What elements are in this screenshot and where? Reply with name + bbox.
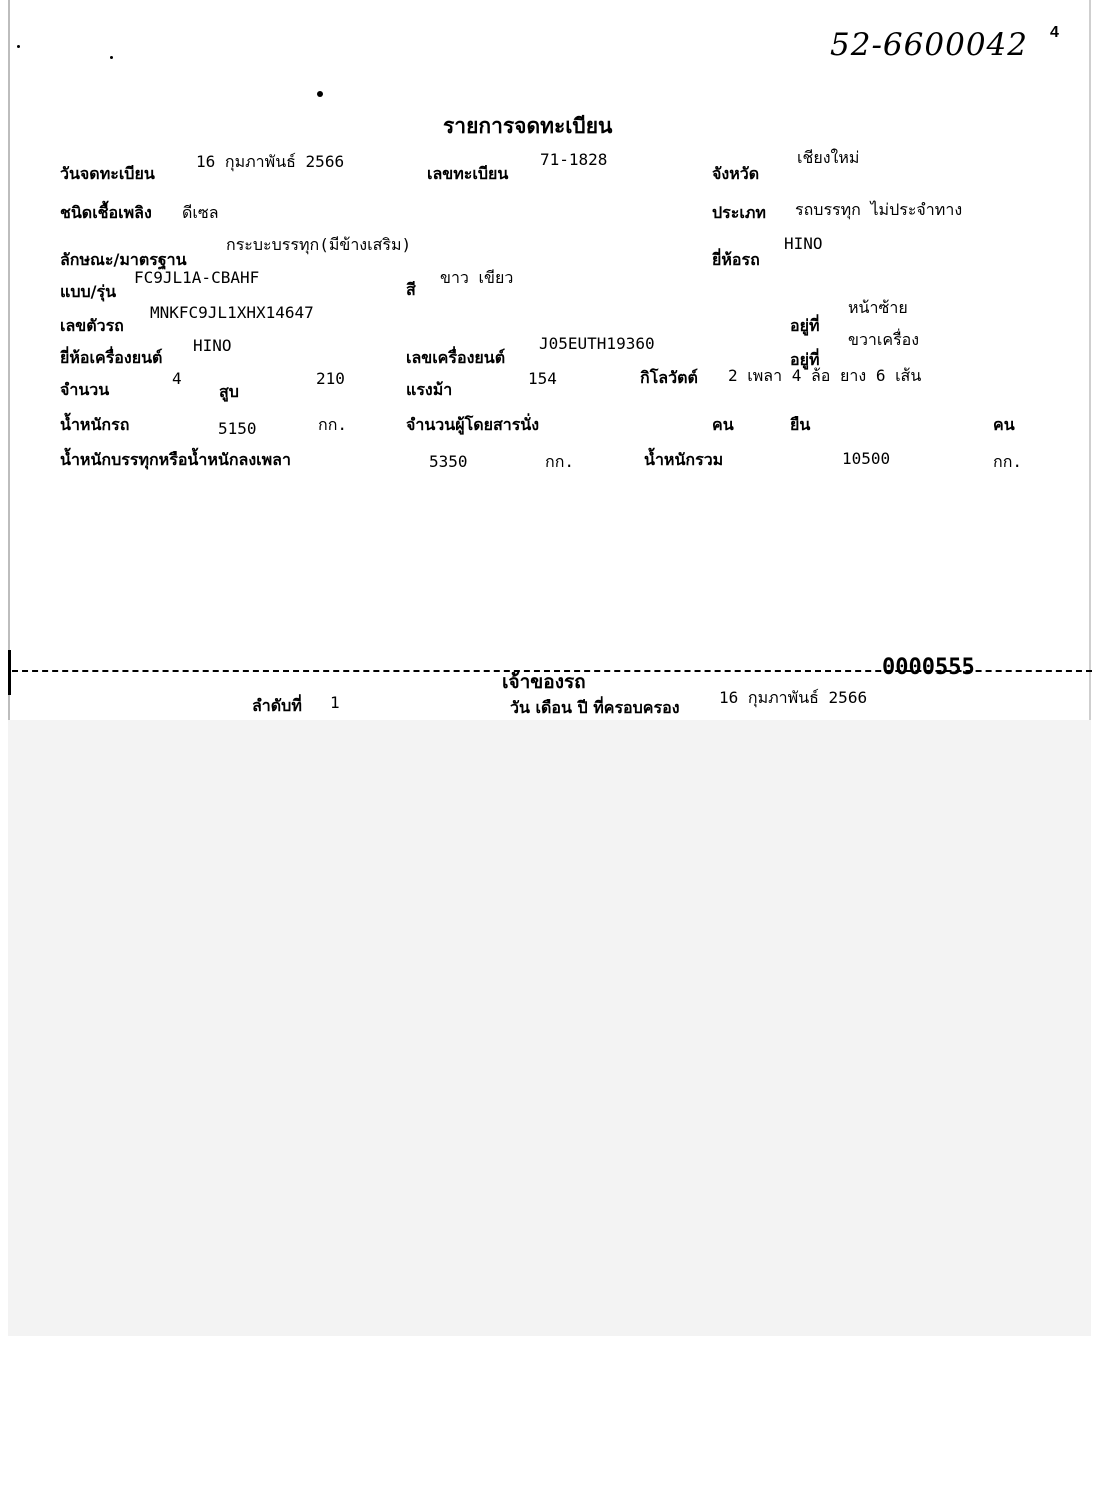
chassis-value: MNKFC9JL1XHX14647 bbox=[150, 303, 314, 322]
kg-unit-3: กก. bbox=[993, 452, 1023, 471]
order-value: 1 bbox=[330, 693, 340, 712]
engine-brand-value: HINO bbox=[193, 336, 232, 355]
load-label: น้ำหนักบรรทุกหรือน้ำหนักลงเพลา bbox=[60, 450, 291, 469]
style-value: กระบะบรรทุก(มีข้างเสริม) bbox=[226, 235, 412, 254]
location-label-2: อยู่ที่ bbox=[790, 350, 820, 369]
scan-speck bbox=[17, 45, 20, 48]
color-value: ขาว เขียว bbox=[440, 268, 514, 287]
order-label: ลำดับที่ bbox=[252, 696, 302, 715]
reg-no-value: 71-1828 bbox=[540, 150, 608, 169]
type-label: ประเภท bbox=[712, 203, 766, 222]
handwritten-number: 52-6600042 bbox=[830, 27, 1028, 63]
brand-label: ยี่ห้อรถ bbox=[712, 250, 760, 269]
fuel-value: ดีเซล bbox=[182, 203, 219, 222]
kw-label: กิโลวัตต์ bbox=[640, 368, 698, 387]
load-value: 5350 bbox=[429, 452, 468, 471]
kg-unit-2: กก. bbox=[545, 452, 575, 471]
stand-label: ยืน bbox=[790, 415, 811, 434]
document-title: รายการจดทะเบียน bbox=[443, 114, 613, 138]
blank-page-area bbox=[8, 720, 1091, 1336]
page-number: 4 bbox=[1050, 24, 1059, 41]
reg-date-value: 16 กุมภาพันธ์ 2566 bbox=[196, 152, 345, 171]
passenger-label: จำนวนผู้โดยสารนั่ง bbox=[406, 415, 540, 434]
kg-unit-1: กก. bbox=[318, 415, 348, 434]
engine-brand-label: ยี่ห้อเครื่องยนต์ bbox=[60, 348, 163, 367]
possession-date-value: 16 กุมภาพันธ์ 2566 bbox=[719, 688, 868, 707]
count-value: 4 bbox=[172, 369, 182, 388]
reg-date-label: วันจดทะเบียน bbox=[60, 164, 155, 183]
scan-speck bbox=[317, 91, 323, 97]
reg-no-label: เลขทะเบียน bbox=[427, 164, 509, 183]
location-value-2: ขวาเครื่อง bbox=[848, 330, 920, 349]
document-page bbox=[0, 0, 1098, 720]
scan-edge-right bbox=[1089, 0, 1091, 720]
location-label-1: อยู่ที่ bbox=[790, 316, 820, 335]
hp-value: 154 bbox=[528, 369, 557, 388]
owner-serial: 0000555 bbox=[882, 655, 975, 680]
model-label: แบบ/รุ่น bbox=[60, 282, 116, 301]
owner-heading: เจ้าของรถ bbox=[502, 671, 586, 693]
scan-speck bbox=[110, 56, 113, 59]
weight-value: 5150 bbox=[218, 419, 257, 438]
province-value: เชียงใหม่ bbox=[797, 148, 860, 167]
cc-value: 210 bbox=[316, 369, 345, 388]
type-value: รถบรรทุก ไม่ประจำทาง bbox=[795, 200, 963, 219]
cylinder-label: สูบ bbox=[219, 382, 239, 401]
location-value-1: หน้าซ้าย bbox=[848, 298, 908, 317]
margin-mark bbox=[8, 650, 11, 695]
engine-no-value: J05EUTH19360 bbox=[539, 334, 655, 353]
total-value: 10500 bbox=[842, 449, 891, 468]
total-label: น้ำหนักรวม bbox=[644, 450, 724, 469]
count-label: จำนวน bbox=[60, 380, 110, 399]
scan-edge-left bbox=[8, 0, 10, 720]
engine-no-label: เลขเครื่องยนต์ bbox=[406, 348, 506, 367]
color-label: สี bbox=[406, 280, 416, 299]
fuel-label: ชนิดเชื้อเพลิง bbox=[60, 203, 152, 222]
province-label: จังหวัด bbox=[712, 164, 760, 183]
model-value: FC9JL1A-CBAHF bbox=[134, 268, 260, 287]
brand-value: HINO bbox=[784, 234, 823, 253]
style-label: ลักษณะ/มาตรฐาน bbox=[60, 250, 187, 269]
axle-text: 2 เพลา 4 ล้อ ยาง 6 เส้น bbox=[728, 366, 922, 385]
person-unit-2: คน bbox=[993, 415, 1015, 434]
possession-date-label: วัน เดือน ปี ที่ครอบครอง bbox=[510, 698, 680, 717]
weight-label: น้ำหนักรถ bbox=[60, 415, 130, 434]
person-unit-1: คน bbox=[712, 415, 734, 434]
hp-label: แรงม้า bbox=[406, 380, 453, 399]
chassis-label: เลขตัวรถ bbox=[60, 316, 124, 335]
